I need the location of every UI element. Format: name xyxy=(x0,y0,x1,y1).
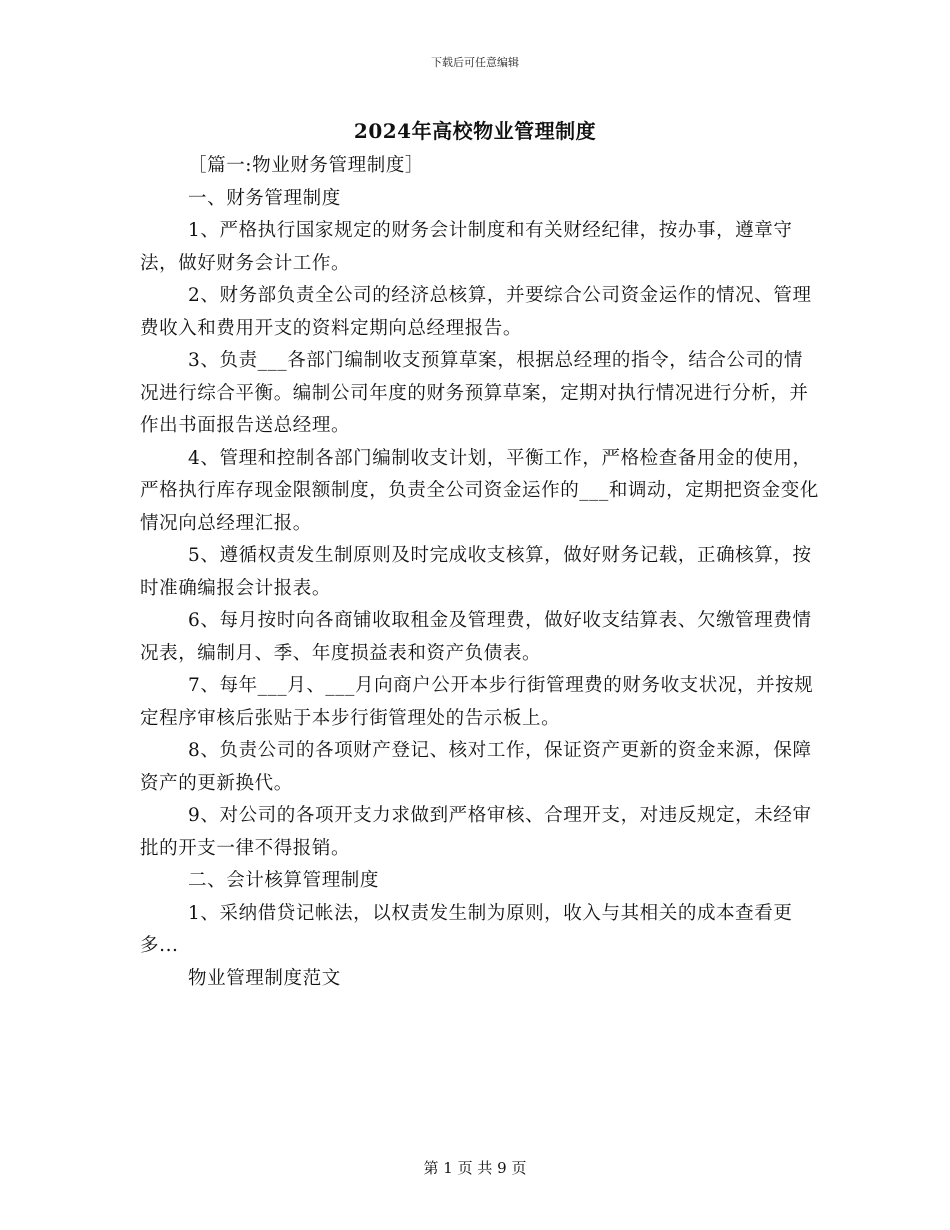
page-footer: 第 1 页 共 9 页 xyxy=(423,1159,527,1177)
paragraph: 1、严格执行国家规定的财务会计制度和有关财经纪律，按办事，遵章守法，做好财务会计工作。 xyxy=(140,220,793,274)
paragraph: 4、管理和控制各部门编制收支计划，平衡工作，严格检查备用金的使用，严格执行库存现金限额制度，负责全公司资金运作的___和调动，定期把资金变化情况向总经理汇报。 xyxy=(140,447,819,534)
paragraph: 8、负责公司的各项财产登记、核对工作，保证资产更新的资金来源，保障资产的更新换代。 xyxy=(140,740,812,794)
paragraph: 9、对公司的各项开支力求做到严格审核、合理开支，对违反规定，未经审批的开支一律不得报销。 xyxy=(140,805,812,859)
header-note: 下载后可任意编辑 xyxy=(431,56,519,69)
paragraph: 5、遵循权责发生制原则及时完成收支核算，做好财务记载，正确核算，按时准确编报会计报表。 xyxy=(140,545,812,599)
paragraph: 7、每年___月、___月向商户公开本步行街管理费的财务收支状况，并按规定程序审核后张贴于本步行街管理处的告示板上。 xyxy=(140,675,814,729)
section-label: ［篇一:物业财务管理制度］ xyxy=(188,155,425,176)
heading-accounting: 二、会计核算管理制度 xyxy=(188,870,380,891)
paragraph: 3、负责___各部门编制收支预算草案，根据总经理的指令，结合公司的情况进行综合平衡。编制公司年度的财务预算草案，定期对执行情况进行分析，并作出书面报告送总经理。 xyxy=(140,350,809,436)
document-title: 2024年高校物业管理制度 xyxy=(353,119,597,143)
paragraph: 6、每月按时向各商铺收取租金及管理费，做好收支结算表、欠缴管理费情况表，编制月、季、年度损益表和资产负债表。 xyxy=(140,610,812,664)
paragraph: 2、财务部负责全公司的经济总核算，并要综合公司资金运作的情况、管理费收入和费用开支的资料定期向总经理报告。 xyxy=(140,285,812,339)
heading-financial: 一、财务管理制度 xyxy=(188,187,341,209)
paragraph: 1、采纳借贷记帐法，以权责发生制为原则，收入与其相关的成本查看更多... xyxy=(140,902,793,956)
subheading: 物业管理制度范文 xyxy=(188,967,341,989)
document-body xyxy=(140,150,820,995)
